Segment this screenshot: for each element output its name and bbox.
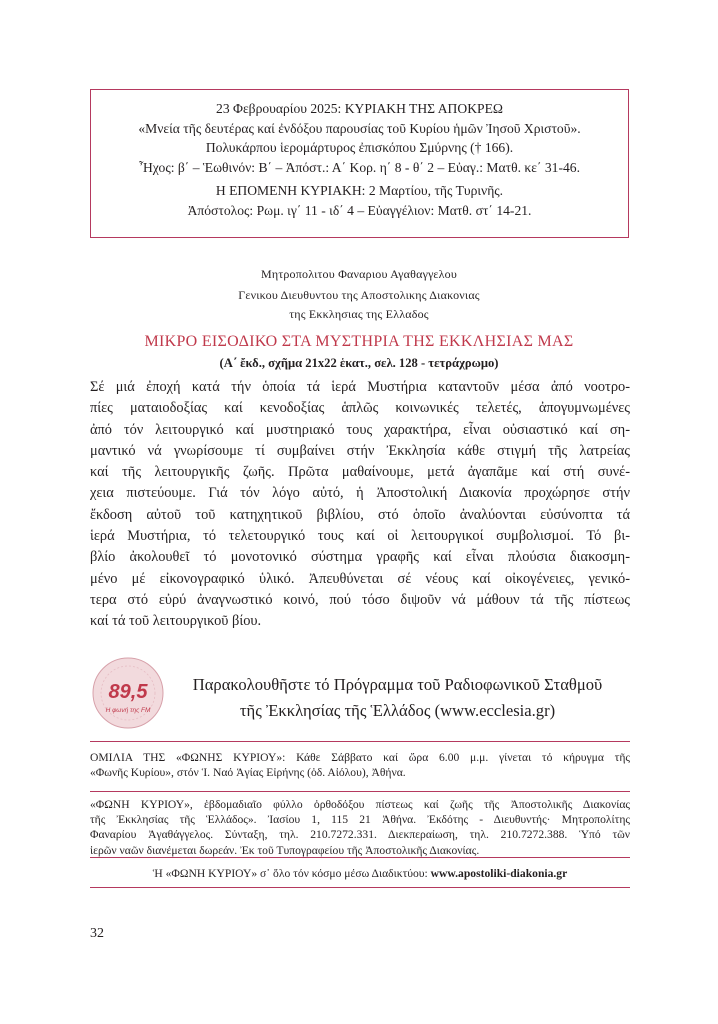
homily-notice xyxy=(90,750,630,780)
description-line: Σέ μιά ἐποχή κατά τήν ὁποία τά ἱερά Μυστήρια καταντοῦν μέσα ἀπό νοοτρο- xyxy=(90,379,630,395)
calendar-next-readings-line: Ἀπόστολος: Ρωμ. ιγ΄ 11 - ιδ΄ 4 – Εὐαγγέλιον: Ματθ. στ΄ 14-21. xyxy=(187,202,532,218)
description-line: μαντικό νά γνωρίσουμε τί συμβαίνει στήν Ἐκκλησία κάθε στιγμή τῆς λατρείας xyxy=(90,442,630,459)
divider xyxy=(90,887,630,888)
book-description xyxy=(90,377,630,633)
description-line: ἀπό τόν λειτουργικό καί μυστηριακό τους χαρακτήρα, εἶναι οὐσιαστικό καί ση- xyxy=(90,421,630,438)
radio-line-1: Παρακολουθῆστε τό Πρόγραμμα τοῦ Ραδιοφωνικοῦ Σταθμοῦ xyxy=(192,675,603,694)
calendar-next-sunday-line: Η ΕΠΟΜΕΝΗ ΚΥΡΙΑΚΗ: 2 Μαρτίου, τῆς Τυρινῆς. xyxy=(215,183,504,199)
description-line: πίες ματαιοδοξίας καί κενοδοξίας ἁπλῶς κοινωνικές τελετές, ἀπογυμνωμένες xyxy=(90,400,630,417)
description-line: μένο μέ εἰκονογραφικό ὑλικό. Ἀπευθύνεται σέ νέους καί οἰκογένειες, γενικό- xyxy=(90,570,630,587)
description-line: ἱερά Μυστήρια, τό τελετουργικό τους καί οἱ λειτουργικοί συμβολισμοί. Τό βι- xyxy=(90,528,630,545)
description-line: καί τά τοῦ λειτουργικοῦ βίου. xyxy=(90,613,262,630)
calendar-date-line: 23 Φεβρουαρίου 2025: ΚΥΡΙΑΚΗ ΤΗΣ ΑΠΟΚΡΕΩ xyxy=(216,101,503,116)
divider xyxy=(90,791,630,792)
publisher-line: «ΦΩΝΗ ΚΥΡΙΟΥ», ἑβδομαδιαῖο φύλλο ὀρθοδόξου πίστεως καί ζωῆς τῆς Ἀποστολικῆς Διακονίας xyxy=(90,798,630,811)
author-line-1: Μητροπολιτου Φαναριου Αγαθαγγελου xyxy=(260,267,457,281)
description-line: ἔκδοση αὐτοῦ τοῦ κατηχητικοῦ βιβλίου, στό ὁποῖο ἀναλύονται εὐσύνοπτα τά xyxy=(90,506,630,523)
homily-line: «Φωνῆς Κυρίου», στόν Ἱ. Ναό Ἁγίας Εἰρήνης (ὁδ. Αἰόλου), Ἀθήνα. xyxy=(90,766,406,780)
divider xyxy=(90,741,630,742)
publisher-line: Φαναρίου Ἀγαθάγγελος. Σύνταξη, τηλ. 210.7272.331. Διεκπεραίωση, τηλ. 210.7272.388. Ὑπό τῶν xyxy=(90,828,630,842)
radio-line-2: τῆς Ἐκκλησίας τῆς Ἑλλάδος (www.ecclesia.gr) xyxy=(239,701,556,720)
svg-text:89,5: 89,5 xyxy=(108,681,148,703)
svg-text:Η φωνή της FM: Η φωνή της FM xyxy=(105,707,151,714)
book-subtitle: (Α΄ ἔκδ., σχῆμα 21x22 ἑκατ., σελ. 128 - τετράχρωμο) xyxy=(219,356,499,370)
calendar-readings-line: Ἦχος: β΄ – Ἑωθινόν: Β΄ – Ἀπόστ.: Α΄ Κορ. η΄ 8 - θ΄ 2 – Εὐαγ.: Ματθ. κε΄ 31-46. xyxy=(139,159,580,175)
website-link[interactable]: www.apostoliki-diakonia.gr xyxy=(430,867,568,880)
author-line-3: της Εκκλησιας της Ελλαδος xyxy=(289,307,429,321)
worldwide-text: Ἡ «ΦΩΝΗ ΚΥΡΙΟΥ» σ᾽ ὅλο τόν κόσμο μέσω Διαδικτύου: xyxy=(152,867,428,880)
calendar-feast-line: «Μνεία τῆς δευτέρας καί ἐνδόξου παρουσίας τοῦ Κυρίου ἡμῶν Ἰησοῦ Χριστοῦ». xyxy=(138,120,581,136)
radio-announcement xyxy=(165,672,630,724)
publisher-info xyxy=(90,797,630,858)
description-line: τερα στό εὐρύ ἀναγνωστικό κοινό, πού τόσο διψοῦν νά μάθουν τά τῆς πίστεως xyxy=(90,591,630,608)
author-line-2: Γενικου Διευθυντου της Αποστολικης Διακονιας xyxy=(238,288,480,302)
page-number: 32 xyxy=(90,926,104,941)
publisher-line: ἱερῶν ναῶν διανέμεται δωρεάν. Ἐκ τοῦ Τυπογραφείου τῆς Ἀποστολικῆς Διακονίας. xyxy=(90,843,480,857)
description-line: χεια πιστεύουμε. Γιά τόν λόγο αὐτό, ἡ Ἀποστολική Διακονία προχώρησε στήν xyxy=(90,485,630,502)
description-line: καί τῆς λειτουργικῆς ζωῆς. Πρῶτα μαθαίνουμε, μετά ἀγαπᾶμε καί στή συνέ- xyxy=(90,464,630,481)
calendar-box xyxy=(90,89,629,238)
divider xyxy=(90,857,630,858)
publisher-line: τῆς Ἐκκλησίας τῆς Ἑλλάδος». Ἰασίου 1, 115 21 Ἀθήνα. Ἐκδότης - Διευθυντής· Μητροπολίτης xyxy=(90,813,630,827)
calendar-saint-line: Πολυκάρπου ἱερομάρτυρος ἐπισκόπου Σμύρνης († 166). xyxy=(205,140,514,156)
book-title: ΜΙΚΡΟ ΕΙΣΟΔΙΚΟ ΣΤΑ ΜΥΣΤΗΡΙΑ ΤΗΣ ΕΚΚΛΗΣΙΑΣ ΜΑΣ xyxy=(144,333,574,350)
homily-line: ΟΜΙΛΙΑ ΤΗΣ «ΦΩΝΗΣ ΚΥΡΙΟΥ»: Κάθε Σάββατο καί ὥρα 6.00 μ.μ. γίνεται τό κήρυγμα τῆς xyxy=(90,751,630,764)
description-line: βλίο ἀκολουθεῖ τό μονοτονικό σύστημα γραφῆς καί εἶναι πλούσια διακοσμη- xyxy=(90,549,630,566)
worldwide-notice xyxy=(90,866,630,881)
radio-station-logo xyxy=(91,656,165,730)
